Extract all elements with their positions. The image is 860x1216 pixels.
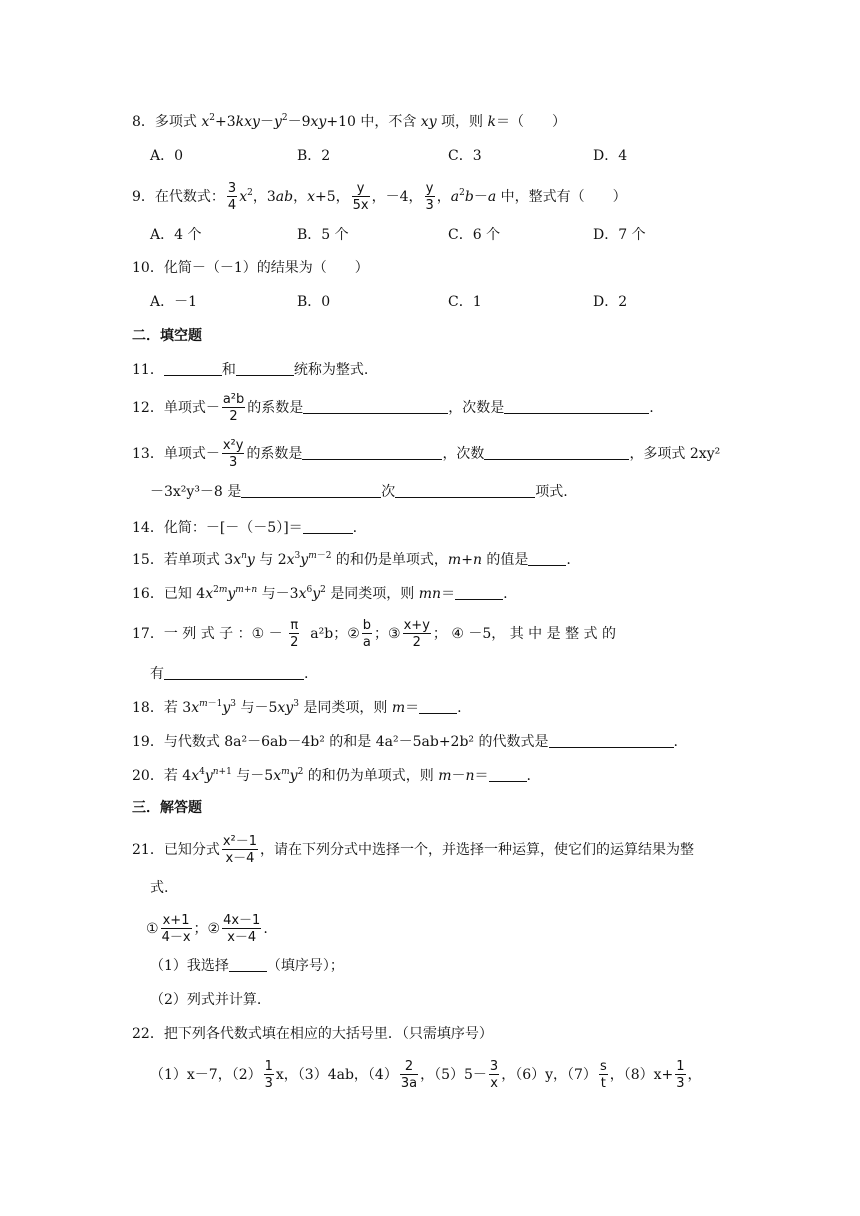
- fraction: $\frac{y}{3}$: [425, 181, 434, 213]
- answer-blank[interactable]: [549, 733, 674, 748]
- answer-blank[interactable]: [303, 399, 448, 414]
- fraction: $\frac{3}{x}$: [489, 1059, 499, 1091]
- question-22-items: （1）x－7，（2） $\frac{1}{3}$ x，（3）4ab，（4） $\frac{2}{3a}$ ，（5）5－ $\frac{3}{x}$ ，（6）y，（7） $\frac{s}{t}$ ，（8）x+ $\frac{1}{3}$ ，: [150, 1059, 702, 1091]
- question-17-line-2: 有 .: [150, 666, 309, 682]
- q10-option-a[interactable]: A．－1: [150, 294, 198, 310]
- section-heading-fill-in: 二．填空题: [132, 328, 202, 344]
- question-20: 20．若 $4x^4y^{n+1}$ 与$-5x^my^2$ 的和仍为单项式，则 m－n＝ .: [132, 767, 531, 784]
- fraction: $\frac{b}{a}$: [362, 618, 372, 650]
- q8-option-b[interactable]: B．2: [297, 148, 331, 164]
- q10-option-c[interactable]: C．1: [448, 294, 482, 310]
- question-14: 14．化简：－[－（－5）]＝ .: [132, 520, 358, 536]
- fraction: $\frac{3}{4}$: [227, 181, 237, 213]
- question-21: 21．已知分式 $\frac{\text{x²－1}}{x-4}$ ，请在下列分式中选择一个，并选择一种运算，使它们的运算结果为整: [132, 834, 695, 866]
- answer-blank[interactable]: [164, 665, 304, 680]
- question-21-line-2: 式.: [150, 880, 169, 896]
- answer-blank[interactable]: [236, 361, 294, 376]
- answer-blank[interactable]: [489, 767, 527, 782]
- question-18: 18．若 $3x^{m-1}y^3$ 与$-5xy^3$ 是同类项，则 m＝ .: [132, 699, 462, 716]
- fraction: $\frac{\text{x²y}}{3}$: [222, 438, 244, 470]
- answer-blank[interactable]: [528, 551, 566, 566]
- answer-blank[interactable]: [302, 445, 442, 460]
- q9-option-d[interactable]: D．7 个: [593, 227, 646, 243]
- answer-blank[interactable]: [455, 585, 503, 600]
- q10-option-d[interactable]: D．2: [593, 294, 628, 310]
- answer-blank[interactable]: [419, 699, 457, 714]
- answer-blank[interactable]: [229, 957, 267, 972]
- answer-blank[interactable]: [241, 483, 381, 498]
- question-17: 17．一 列 式 子 ：① － $\frac{\pi}{2}$ a²b；② $\frac{b}{a}$ ；③ $\frac{x+y}{2}$ ； ④ －5， 其 中 是 整 式 的: [132, 618, 616, 650]
- answer-blank[interactable]: [164, 361, 222, 376]
- fraction: $\frac{\text{a²b}}{2}$: [222, 392, 245, 424]
- question-15: 15．若单项式 $3x^ny$ 与 $2x^3y^{m-2}$ 的和仍是单项式，m+n 的值是 .: [132, 551, 571, 568]
- question-16: 16．已知 $4x^{2m}y^{m+n}$ 与$-3x^6y^2$ 是同类项，则 mn＝ .: [132, 585, 508, 602]
- fraction: $\frac{1}{3}$: [264, 1059, 273, 1091]
- question-21-part-2: （2）列式并计算.: [150, 992, 262, 1008]
- question-9: 9．在代数式： $\frac{3}{4}$ $x^2$，3ab，x+5， $\frac{y}{5x}$ ，－4， $\frac{y}{3}$ ，$a^2b-a$ 中，整式有（ ）: [132, 181, 627, 213]
- question-10: 10．化简－（－1）的结果为（ ）: [132, 260, 369, 276]
- question-13-line-2: －3x²y³－8 是 次 项式.: [150, 484, 568, 500]
- fraction: $\frac{4x-1}{x-4}$: [223, 913, 261, 945]
- question-21-choices: ① $\frac{x+1}{4-x}$ ；② $\frac{4x-1}{x-4}$ .: [146, 913, 268, 945]
- answer-blank[interactable]: [504, 399, 649, 414]
- fraction: $\frac{1}{3}$: [676, 1059, 685, 1091]
- q9-option-b[interactable]: B．5 个: [297, 227, 349, 243]
- fraction: $\frac{s}{t}$: [599, 1059, 607, 1091]
- question-8: 8．多项式 $x^2+3kxy-y^2-9xy+10$ 中，不含 xy 项，则 k＝（ ）: [132, 113, 566, 130]
- question-11: 11． 和 统称为整式.: [132, 362, 369, 378]
- q8-option-c[interactable]: C．3: [448, 148, 482, 164]
- fraction: $\frac{x+1}{4-x}$: [161, 913, 191, 945]
- section-heading-answer: 三．解答题: [132, 800, 202, 816]
- fraction: $\frac{\pi}{2}$: [290, 618, 299, 650]
- question-13: 13．单项式－ $\frac{\text{x²y}}{3}$ 的系数是 ，次数 ，多项式 2xy²: [132, 438, 721, 470]
- q8-option-a[interactable]: A．0: [150, 148, 184, 164]
- q9-option-a[interactable]: A．4 个: [150, 227, 202, 243]
- q8-option-d[interactable]: D．4: [593, 148, 628, 164]
- fraction: $\frac{y}{5x}$: [352, 181, 369, 213]
- question-12: 12．单项式－ $\frac{\text{a²b}}{2}$ 的系数是 ，次数是 .: [132, 392, 654, 424]
- question-19: 19．与代数式 8a²－6ab－4b² 的和是 4a²－5ab+2b² 的代数式是 .: [132, 734, 678, 750]
- fraction: $\frac{2}{3a}$: [400, 1059, 418, 1091]
- answer-blank[interactable]: [395, 483, 535, 498]
- question-21-part-1: （1）我选择 （填序号）；: [150, 958, 344, 974]
- q9-option-c[interactable]: C．6 个: [448, 227, 501, 243]
- question-22: 22．把下列各代数式填在相应的大括号里．（只需填序号）: [132, 1026, 493, 1042]
- answer-blank[interactable]: [484, 445, 629, 460]
- fraction: $\frac{x+y}{2}$: [403, 618, 430, 650]
- answer-blank[interactable]: [303, 519, 353, 534]
- fraction: $\frac{\text{x²－1}}{x-4}$: [222, 834, 258, 866]
- q10-option-b[interactable]: B．0: [297, 294, 331, 310]
